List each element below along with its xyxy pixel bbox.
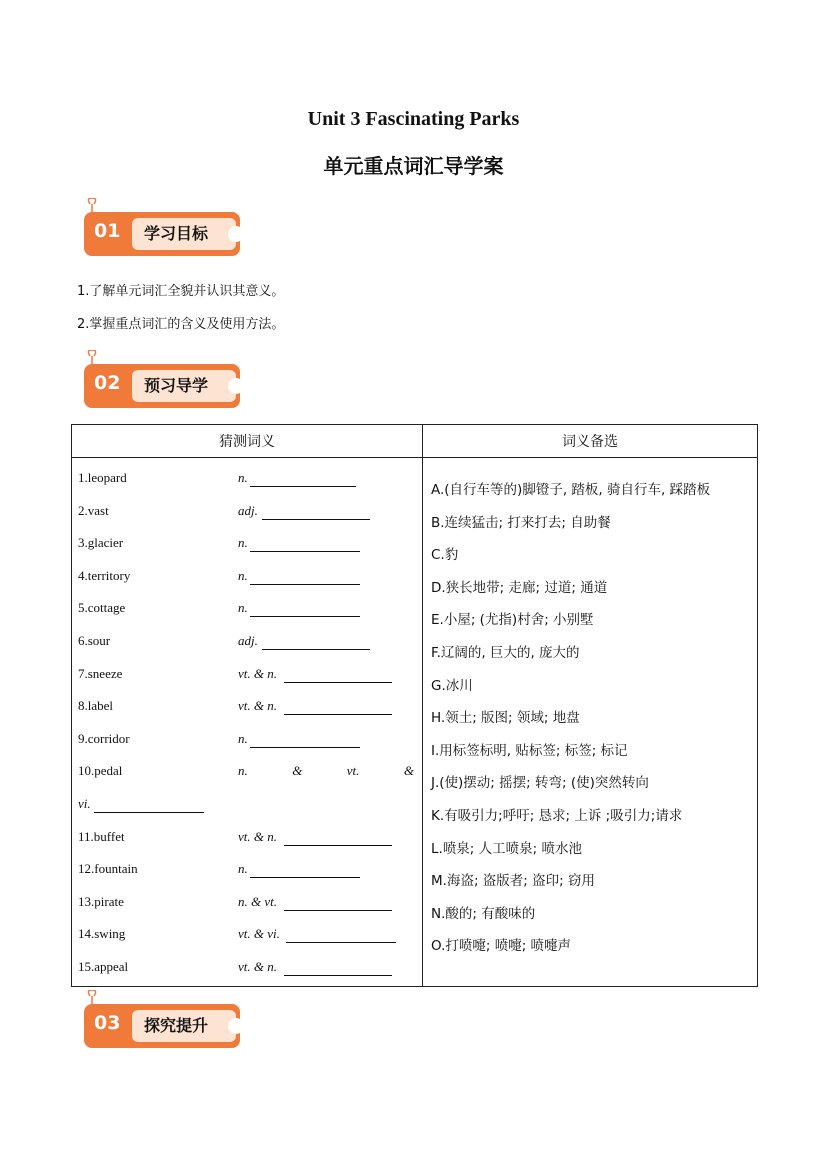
- definition-item: F.辽阔的, 巨大的, 庞大的: [431, 644, 580, 661]
- part-of-speech: n.: [238, 567, 248, 583]
- definition-item: O.打喷嚏; 喷嚏; 喷嚏声: [431, 938, 572, 955]
- part-of-speech: n.: [238, 470, 248, 485]
- word-row: [72, 627, 422, 660]
- part-of-speech: vt. & n.: [238, 958, 277, 974]
- word-row: [72, 920, 422, 953]
- definition-item: M.海盗; 盗版者; 盗印; 窃用: [431, 873, 595, 890]
- pos-part: &: [403, 763, 414, 779]
- definition-item: E.小屋; (尤指)村舍; 小别墅: [431, 612, 594, 629]
- word-row: [72, 529, 422, 562]
- definition-item: I.用标签标明, 贴标签; 标签; 标记: [431, 742, 628, 759]
- word-list-cell: [72, 458, 423, 987]
- section-label: 学习目标: [144, 224, 209, 243]
- word: 13.pirate: [78, 893, 124, 909]
- word-row-continued: [72, 790, 422, 823]
- pos-part: &: [292, 763, 303, 779]
- part-of-speech: n.: [238, 861, 248, 877]
- part-of-speech: n. & vt.: [238, 893, 277, 909]
- answer-blank[interactable]: [284, 845, 392, 846]
- word: 11.buffet: [78, 828, 125, 844]
- definition-item: J.(使)摆动; 摇摆; 转弯; (使)突然转向: [431, 775, 649, 792]
- word-row: [72, 660, 422, 693]
- word: 7.sneeze: [78, 665, 123, 681]
- word-row: [72, 594, 422, 627]
- word: 9.corridor: [78, 730, 130, 746]
- section-number: 02: [94, 372, 121, 394]
- word-row: [72, 725, 422, 758]
- part-of-speech: [238, 763, 414, 779]
- word: 2.vast: [78, 502, 109, 518]
- pos-part: n.: [238, 763, 248, 779]
- answer-blank[interactable]: [286, 942, 396, 943]
- definition-item: K.有吸引力;呼吁; 恳求; 上诉 ;吸引力;请求: [431, 807, 683, 824]
- word: 12.fountain: [78, 861, 138, 877]
- part-of-speech: vt. & vi.: [238, 926, 280, 942]
- answer-blank[interactable]: [250, 551, 360, 552]
- answer-blank[interactable]: [94, 812, 204, 813]
- section-number: 03: [94, 1012, 121, 1034]
- word-row: [72, 562, 422, 595]
- definition-item: C.豹: [431, 547, 459, 564]
- word: 8.label: [78, 698, 114, 714]
- definition-item: A.(自行车等的)脚镫子, 踏板, 骑自行车, 踩踏板: [431, 482, 711, 498]
- section-badge-01: [84, 198, 242, 258]
- goal-item: 1.了解单元词汇全貌并认识其意义。: [77, 284, 285, 299]
- word-row: [72, 823, 422, 856]
- answer-blank[interactable]: [250, 584, 360, 585]
- answer-blank[interactable]: [250, 747, 360, 748]
- word-row: [72, 464, 422, 497]
- part-of-speech: vt. & n.: [238, 665, 277, 681]
- part-of-speech: n.: [238, 535, 248, 551]
- word: 3.glacier: [78, 535, 124, 551]
- definition-list-cell: [423, 458, 758, 987]
- page-title-en: Unit 3 Fascinating Parks: [307, 108, 520, 130]
- answer-blank[interactable]: [284, 910, 392, 911]
- vocabulary-table: [71, 424, 758, 987]
- answer-blank[interactable]: [284, 714, 392, 715]
- answer-blank[interactable]: [284, 682, 392, 683]
- word: 5.cottage: [78, 600, 126, 616]
- word-row: [72, 757, 422, 790]
- word-row: [72, 692, 422, 725]
- word: 10.pedal: [78, 763, 123, 779]
- part-of-speech: n.: [238, 730, 248, 746]
- answer-blank[interactable]: [250, 877, 360, 878]
- table-header: 猜测词义: [72, 425, 423, 458]
- part-of-speech: vt. & n.: [238, 828, 277, 844]
- goal-item: 2.掌握重点词汇的含义及使用方法。: [77, 317, 285, 332]
- word: 14.swing: [78, 926, 126, 942]
- definition-item: D.狭长地带; 走廊; 过道; 通道: [431, 579, 608, 596]
- word: 4.territory: [78, 567, 131, 583]
- answer-blank[interactable]: [262, 519, 370, 520]
- definition-item: L.喷泉; 人工喷泉; 喷水池: [431, 840, 582, 857]
- answer-blank[interactable]: [284, 975, 392, 976]
- word-row: [72, 888, 422, 921]
- answer-blank[interactable]: [262, 649, 370, 650]
- pos-part: vt.: [346, 763, 360, 779]
- part-of-speech: adj.: [238, 632, 258, 648]
- definition-item: H.领土; 版图; 领域; 地盘: [431, 710, 580, 727]
- answer-blank[interactable]: [250, 486, 356, 487]
- answer-blank[interactable]: [250, 616, 360, 617]
- word-row: [72, 953, 422, 986]
- table-header: 词义备选: [423, 425, 758, 458]
- word-row: [72, 855, 422, 888]
- section-badge-02: [84, 350, 242, 410]
- page-title-zh: 单元重点词汇导学案: [323, 154, 504, 178]
- word-row: [72, 497, 422, 530]
- part-of-speech: vi.: [78, 795, 91, 811]
- section-label: 探究提升: [144, 1016, 209, 1035]
- definition-item: N.酸的; 有酸味的: [431, 905, 536, 922]
- part-of-speech: vt. & n.: [238, 698, 277, 714]
- section-badge-03: [84, 990, 242, 1050]
- section-number: 01: [94, 220, 121, 242]
- part-of-speech: adj.: [238, 502, 258, 518]
- word: 15.appeal: [78, 958, 129, 974]
- word: 6.sour: [78, 632, 111, 648]
- part-of-speech: n.: [238, 600, 248, 616]
- definition-item: G.冰川: [431, 677, 473, 694]
- word: 1.leopard: [78, 470, 127, 485]
- definition-item: B.连续猛击; 打来打去; 自助餐: [431, 514, 611, 531]
- section-label: 预习导学: [144, 376, 209, 395]
